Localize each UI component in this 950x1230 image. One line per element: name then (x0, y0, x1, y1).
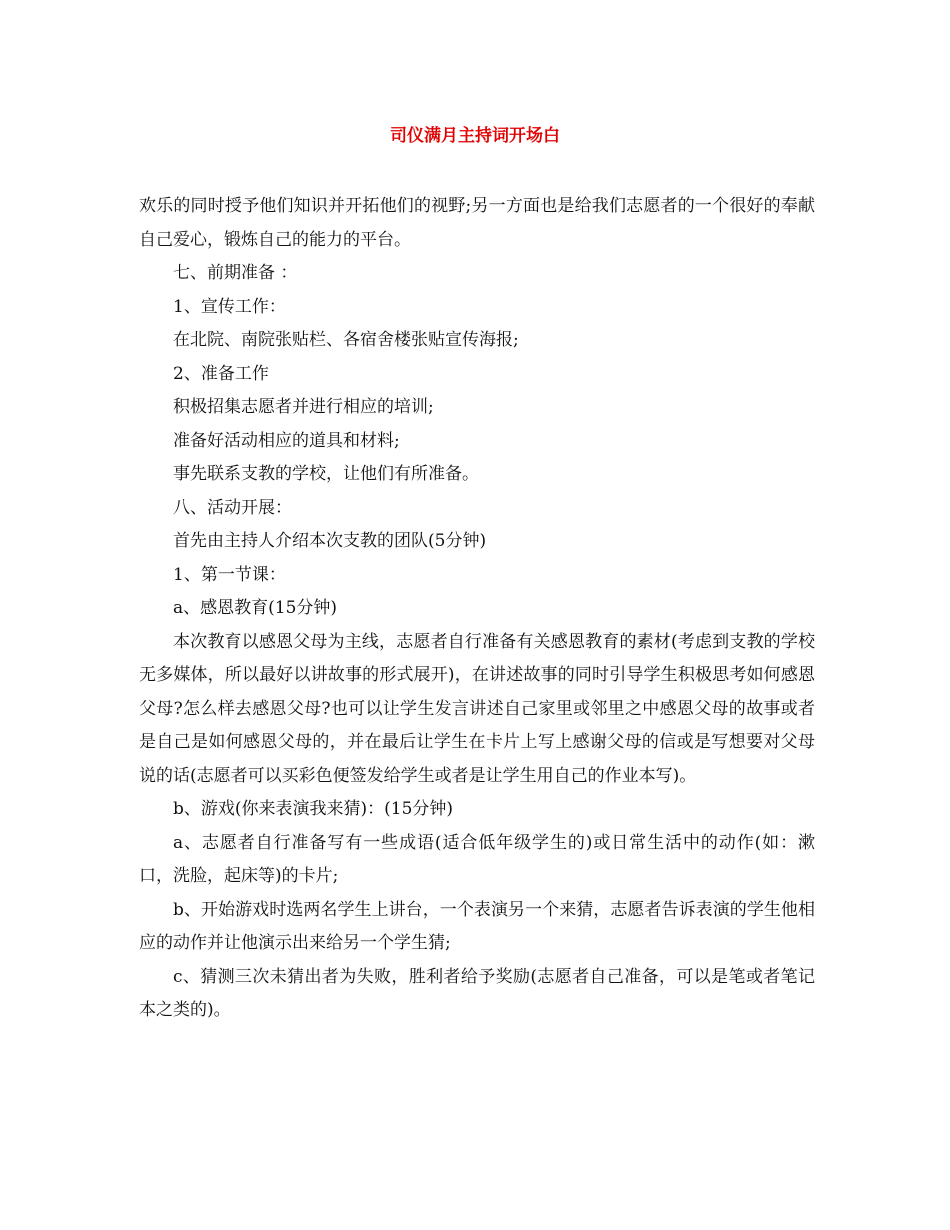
paragraph: 准备好活动相应的道具和材料; (173, 430, 400, 451)
paragraph: a、感恩教育(15分钟) (173, 598, 338, 618)
paragraph: b、游戏(你来表演我来猜)：(15分钟) (173, 799, 454, 819)
paragraph: 在北院、南院张贴栏、各宿舍楼张贴宣传海报; (173, 330, 519, 350)
paragraph: 事先联系支教的学校，让他们有所准备。 (173, 464, 479, 484)
paragraph: b、开始游戏时选两名学生上讲台，一个表演另一个来猜，志愿者告诉表演的学生他相应的动作并让他演示出来给另一个学生猜; (139, 899, 815, 953)
paragraph: 八、活动开展： (173, 497, 292, 518)
paragraph: 七、前期准备 ： (173, 263, 298, 283)
paragraph: a、志愿者自行准备写有一些成语(适合低年级学生的)或日常生活中的动作(如：漱口，洗脸，起床等)的卡片; (139, 832, 815, 886)
paragraph: c、猜测三次未猜出者为失败，胜利者给予奖励(志愿者自己准备，可以是笔或者笔记本之类的)。 (139, 966, 815, 1020)
paragraph: 1、宣传工作： (173, 296, 286, 317)
paragraph: 首先由主持人介绍本次支教的团队(5分钟) (173, 531, 487, 551)
paragraph: 本次教育以感恩父母为主线，志愿者自行准备有关感恩教育的素材(考虑到支教的学校无多媒体，所以最好以讲故事的形式展开)，在讲述故事的同时引导学生积极思考如何感恩父母?怎么样去感恩父母?也可以让学生发言讲述自己家里或邻里之中感恩父母的故事或者是自己是如何感恩父母的，并在最后让学生在卡片上写上感谢父母的信或是写想要对父母说的话(志愿者可以买彩色便签发给学生或者是让学生用自己的作业本写)。 (139, 631, 815, 786)
paragraph: 欢乐的同时授予他们知识并开拓他们的视野;另一方面也是给我们志愿者的一个很好的奉献自己爱心，锻炼自己的能力的平台。 (139, 196, 815, 250)
paragraph: 2、准备工作 (173, 363, 269, 384)
document-body (139, 190, 815, 1028)
paragraph: 积极招集志愿者并进行相应的培训; (173, 397, 434, 417)
paragraph: 1、第一节课： (173, 564, 286, 585)
document-title: 司仪满月主持词开场白 (390, 126, 560, 146)
